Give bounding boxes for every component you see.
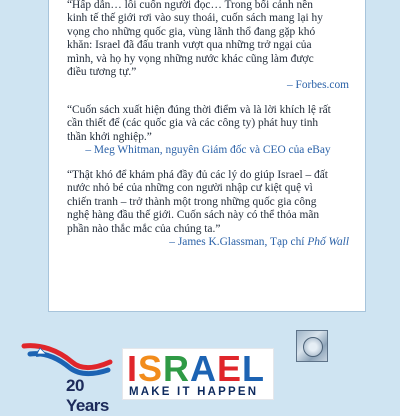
quote-line: nghệ hàng đầu thế giới. Cuốn sách này có thể thỏa mãn: [67, 209, 320, 222]
quote-meg-whitman: [67, 104, 349, 158]
israel-tagline: MAKE IT HAPPEN: [129, 386, 259, 398]
hologram-seal: [303, 337, 323, 357]
quote-source-name: – James K.Glassman, Tạp chí: [169, 236, 308, 249]
quote-line: vọng cho những quốc gia, vùng lãnh thổ đang gặp khó: [67, 25, 316, 38]
quote-line: mình, và họ hy vọng những nước khác cũng làm được: [67, 52, 314, 65]
israel-letter-0: I: [127, 348, 138, 389]
quote-source: – Meg Whitman, nguyên Giám đốc và CEO của eBay: [85, 144, 331, 157]
quote-james-glassman: [67, 169, 349, 249]
quote-source: [67, 236, 349, 249]
quote-line: điều tương tự.”: [67, 66, 137, 79]
israel-letter-1: S: [138, 348, 163, 389]
quote-line: phần nào thắc mắc của chúng ta.”: [67, 222, 221, 235]
quote-line: “Thật khó để khám phá đầy đủ các lý do giúp Israel – đất: [67, 169, 328, 181]
israel-letter-2: R: [163, 348, 190, 389]
israel-wordmark: [127, 348, 265, 389]
quote-line: thần khởi nghiệp.”: [67, 130, 152, 143]
quote-source-magazine: Phố Wall: [307, 236, 349, 249]
twenty-years-logo: [20, 340, 120, 415]
quote-line: “Hấp dẫn… lôi cuốn người đọc… Trong bối cảnh nền: [67, 0, 313, 11]
israel-letter-3: A: [190, 348, 217, 389]
ribbon-icon: [20, 340, 120, 380]
israel-letter-4: E: [217, 348, 242, 389]
hologram-sticker-icon: [296, 330, 328, 362]
quote-source: – Forbes.com: [286, 79, 349, 92]
israel-make-it-happen-logo: [122, 348, 274, 400]
quote-forbes: [67, 0, 349, 93]
quote-line: “Cuốn sách xuất hiện đúng thời điểm và là lời khích lệ rất: [67, 104, 331, 116]
quote-line: kinh tế thế giới rơi vào suy thoái, cuốn sách mang lại hy: [67, 12, 323, 25]
quote-line: chiến tranh – trở thành một trong những quốc gia công: [67, 195, 317, 208]
israel-letter-5: L: [242, 348, 265, 389]
quote-line: cần thiết để (các quốc gia và các công ty) phát huy tinh: [67, 117, 319, 130]
quote-line: khăn: Israel đã đấu tranh vượt qua những trở ngại của: [67, 39, 312, 52]
anniversary-label: 20 Years: [66, 376, 109, 415]
quote-line: nước nhỏ bé của những con người nhập cư kiệt quệ vì: [67, 182, 313, 195]
